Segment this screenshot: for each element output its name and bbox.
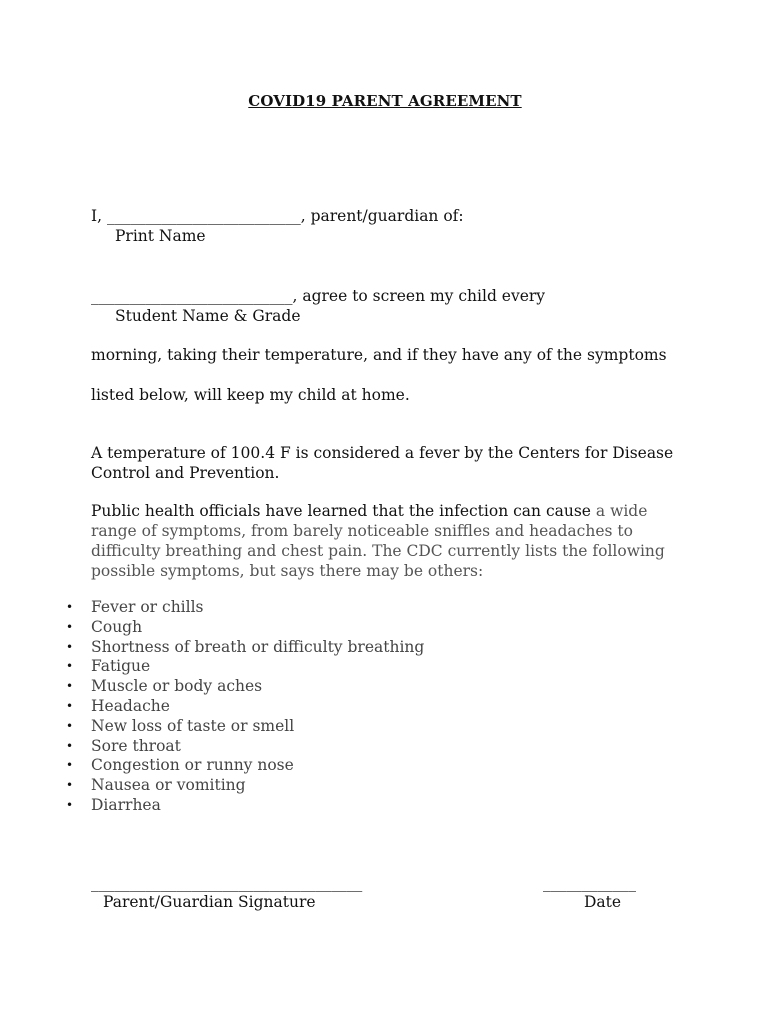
signature-label: Parent/Guardian Signature [103,893,316,911]
agreement-text-2: listed below, will keep my child at home. [91,386,410,404]
date-line: ____________ [543,874,636,892]
bullet-icon: • [66,600,74,614]
bullet-icon: • [66,758,74,773]
bullet-icon: • [66,639,74,654]
bullet-icon: • [66,718,74,733]
bullet-icon: • [66,679,74,694]
print-name-line: I, _________________________, parent/guardian of: [91,207,464,225]
bullet-icon: • [66,619,74,634]
date-label: Date [584,893,622,911]
student-name-line: __________________________, agree to screen my child every [91,287,546,305]
fever-paragraph: A temperature of 100.4 F is considered a fever by the Centers for Disease Control and Prevention. [91,444,674,482]
symptoms-intro-paragraph [91,501,691,581]
document-page: COVID19 PARENT AGREEMENT I, _________________________, parent/guardian of: Print Name __________________________, agree to screen my child every Student Name & Grade morning, taking their temperature, and if they have any of the symptoms listed below, will keep my child at home. A temperature of 100.4 F is considered a fever by the Centers for Disease Control and Prevention. Public health officials have learned that the infection can cause a wide range of symptoms, from barely noticeable sniffles and headaches to difficulty breathing and chest pain. The CDC currently lists the following possible symptoms, but says there may be others: • Fever or chills • Cough • Shortness of breath or difficulty breathing • Fatigue • Muscle or body aches • Headache • New loss of taste or smell • Sore throat • Congestion or runny nose • Nausea or vomiting • Diarrhea ___________________________________ Parent/Guardian Signature ____________ Date [0,0,770,1024]
symptoms-intro-dark: Public health officials have learned that the infection can cause [91,502,591,520]
symptoms-intro-gray: a wide range of symptoms, from barely noticeable sniffles and headaches to difficulty breathing and chest pain. The CDC currently lists the following possible symptoms, but says there may be others: [91,502,665,580]
bullet-icon: • [66,659,74,674]
agreement-text-1: morning, taking their temperature, and if they have any of the symptoms [91,346,667,364]
bullet-icon: • [66,778,74,793]
page-title: COVID19 PARENT AGREEMENT [248,92,522,110]
print-name-label: Print Name [115,227,206,245]
signature-line: ___________________________________ [91,874,363,892]
student-name-label: Student Name & Grade [115,307,301,325]
bullet-icon: • [66,797,74,812]
bullet-icon: • [66,738,74,753]
bullet-icon: • [66,698,74,713]
